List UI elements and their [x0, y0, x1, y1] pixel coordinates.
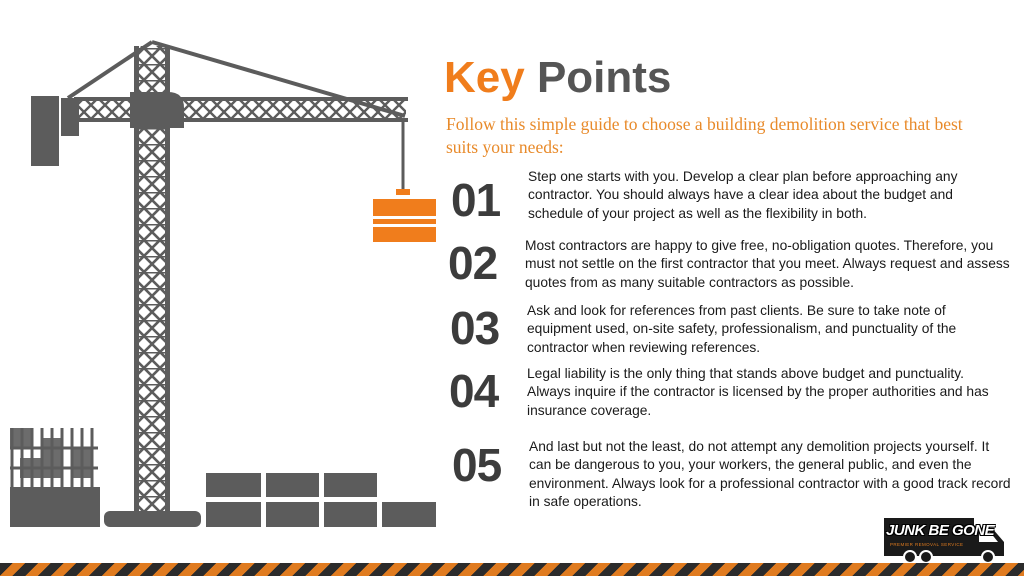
point-text: Ask and look for references from past clients. Be sure to take note of equipment used, on-site safety, professionalism, and punctuality of the contractor when reviewing references.	[527, 303, 957, 355]
point-number: 04	[449, 365, 499, 417]
title-key: Key	[444, 53, 525, 102]
point-number: 05	[452, 439, 502, 491]
counterweight-small	[61, 98, 79, 136]
title-points: Points	[536, 53, 672, 102]
point-text: Most contractors are happy to give free, no-obligation quotes. Therefore, you must not settle on the first contractor that you meet. Always request and assess quotes from as many suitable contractors as possible.	[525, 238, 1010, 290]
crane-jib	[74, 97, 408, 122]
crane-base	[104, 511, 201, 527]
logo-subtext: PREMIER REMOVAL SERVICE	[890, 542, 964, 547]
point-number: 02	[448, 237, 498, 289]
point-text: Step one starts with you. Develop a clear plan before approaching any contractor. You should always have a clear idea about the budget and schedule of your project as well as the flexibility in both.	[528, 169, 958, 221]
point-number: 03	[450, 302, 500, 354]
logo-text: JUNK BE GONE	[886, 522, 995, 539]
brick-stack	[206, 473, 436, 527]
company-logo	[882, 512, 1008, 564]
point-text: And last but not the least, do not attempt any demolition projects yourself. It can be dangerous to you, your workers, the general public, and even the environment. Always look for a professional contractor with a good track record in safe operations.	[529, 439, 1011, 509]
cargo-load	[373, 199, 436, 242]
counterweight-large	[31, 96, 59, 166]
point-number: 01	[451, 174, 501, 226]
crane-cab	[130, 92, 184, 128]
hook-block	[396, 189, 410, 195]
hazard-stripe	[0, 563, 1024, 576]
building-base	[10, 487, 100, 527]
point-text: Legal liability is the only thing that stands above budget and punctuality. Always inquire if the contractor is licensed by the proper authorities and has insurance coverage.	[527, 366, 989, 418]
page-title	[444, 52, 671, 104]
subtitle: Follow this simple guide to choose a building demolition service that best suits your needs:	[446, 114, 963, 157]
